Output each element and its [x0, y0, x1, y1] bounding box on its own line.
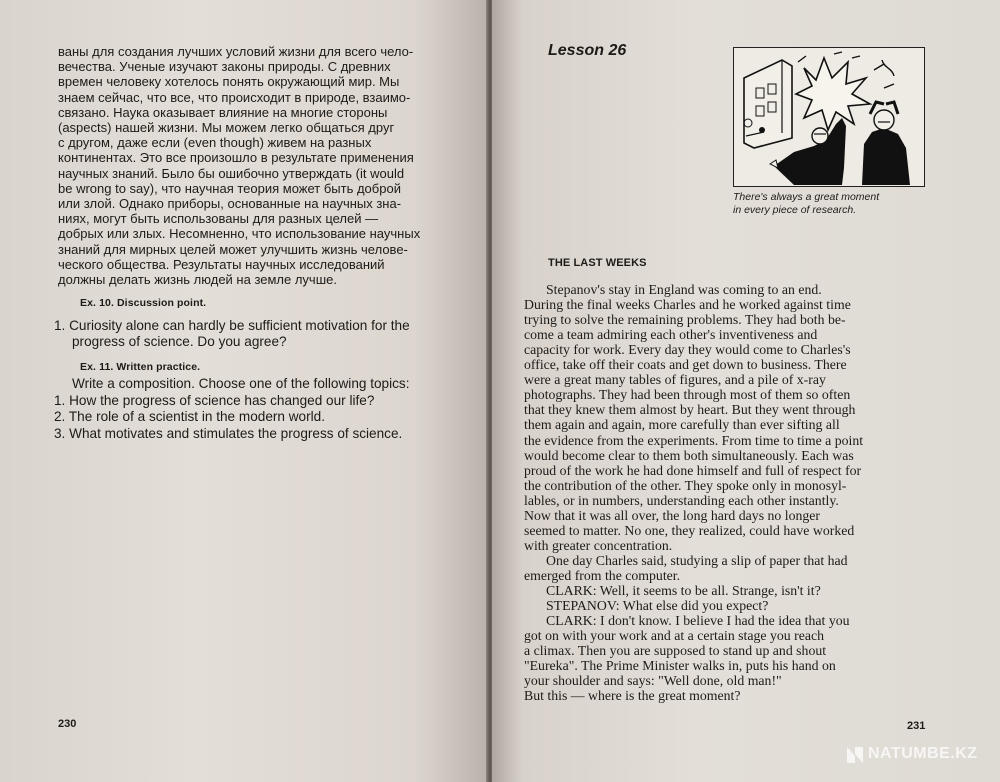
- text-line: континентах. Это все произошло в результате применения: [58, 150, 414, 166]
- text-line: научных знаний. Было бы ошибочно утверждать (it would: [58, 165, 405, 181]
- story-line: them again and again, more carefully than ever sifting all: [524, 417, 840, 433]
- text-line: с другом, даже если (even though) живем на разных: [58, 135, 372, 151]
- caption-line-1: There's always a great moment: [733, 191, 880, 203]
- story-line: a climax. Then you are supposed to stand up and shout: [524, 643, 827, 659]
- section-heading: THE LAST WEEKS: [548, 257, 647, 269]
- story-line: trying to solve the remaining problems. They had both be-: [524, 312, 846, 328]
- story-line: with greater concentration.: [524, 537, 673, 553]
- watermark: NATUMBE.KZ: [868, 745, 978, 762]
- story-line: office, take off their coats and get down to business. There: [524, 357, 847, 373]
- story-line: But this — where is the great moment?: [524, 688, 741, 704]
- text-line: ниях, могут быть использованы для разных целей —: [58, 211, 379, 227]
- text-line: (aspects) нашей жизни. Мы можем легко общаться друг: [58, 120, 395, 135]
- text-line: 1. How the progress of science has changed our life?: [54, 392, 375, 408]
- story-line: Stepanov's stay in England was coming to an end.: [546, 282, 822, 297]
- story-line: capacity for work. Every day they would come to Charles's: [524, 342, 851, 358]
- watermark-logo-icon: [846, 746, 864, 764]
- text-line: ческого общества. Результаты научных исследований: [58, 256, 385, 272]
- text-line: вечества. Ученые изучают законы природы. С древних: [58, 59, 391, 75]
- story-line: CLARK: I don't know. I believe I had the idea that you: [546, 613, 850, 629]
- text-line: ваны для создания лучших условий жизни для всего чело-: [58, 44, 414, 59]
- story-line: STEPANOV: What else did you expect?: [546, 598, 769, 614]
- story-line: got on with your work and at a certain stage you reach: [524, 628, 824, 644]
- story-line: come a team admiring each other's inventiveness and: [524, 327, 818, 343]
- text-line: связано. Наука оказывает влияние на многие стороны: [58, 104, 388, 120]
- story-line: the evidence from the experiments. From time to time a point: [524, 432, 864, 448]
- page-number-left: 230: [58, 718, 77, 730]
- story-line: your shoulder and says: "Well done, old man!": [524, 673, 782, 689]
- story-line: During the final weeks Charles and he worked against time: [524, 297, 851, 313]
- text-line: progress of science. Do you agree?: [72, 334, 287, 349]
- story-line: the contribution of the other. They spoke only in monosyl-: [524, 477, 847, 493]
- text-line: должны делать жизнь людей на земле лучше.: [58, 272, 337, 287]
- story-line: photographs. They had been through most of them so often: [524, 387, 851, 403]
- page-number-right: 231: [907, 720, 926, 732]
- ex10-heading: Ex. 10. Discussion point.: [80, 297, 207, 309]
- text-line: или злой. Однако приборы, основанные на научных зна-: [58, 196, 402, 211]
- story-line: "Eureka". The Prime Minister walks in, puts his hand on: [524, 658, 836, 674]
- story-line: that they knew them almost by heart. But they went through: [524, 402, 856, 418]
- text-line: 2. The role of a scientist in the modern world.: [54, 409, 326, 424]
- story-line: Now that it was all over, the long hard days no longer: [524, 507, 821, 523]
- story-line: emerged from the computer.: [524, 567, 681, 583]
- text-line: 1. Curiosity alone can hardly be sufficient motivation for the: [54, 318, 410, 333]
- story-line: proud of the work he had done himself and full of respect for: [524, 462, 862, 478]
- text-line: знаний для мирных целей может улучшить жизнь челове-: [58, 241, 408, 257]
- ex11-heading: Ex. 11. Written practice.: [80, 361, 201, 373]
- text-line: добрых или злых. Несомненно, что использование научных: [58, 226, 421, 242]
- text-line: Write a composition. Choose one of the following topics:: [72, 376, 410, 391]
- story-line: were a great many tables of figures, and a pile of x-ray: [524, 372, 826, 388]
- text-line: знаем сейчас, что все, что происходит в природе, взаимо-: [58, 89, 411, 105]
- story-line: One day Charles said, studying a slip of paper that had: [546, 552, 848, 568]
- caption-line-2: in every piece of research.: [733, 204, 857, 216]
- cartoon-illustration: [733, 47, 925, 187]
- cartoon-scientists-celebrating-icon: [734, 48, 924, 186]
- story-line: CLARK: Well, it seems to be all. Strange, isn't it?: [546, 583, 821, 598]
- text-line: 3. What motivates and stimulates the progress of science.: [54, 425, 403, 441]
- text-line: be wrong to say), что научная теория может быть доброй: [58, 180, 401, 196]
- story-line: would become clear to them both simultaneously. Each was: [524, 447, 854, 463]
- text-line: времен человеку хотелось понять окружающий мир. Мы: [58, 74, 400, 90]
- lesson-title: Lesson 26: [548, 42, 627, 59]
- story-line: lables, or in numbers, understanding each other instantly.: [524, 492, 839, 508]
- story-line: seemed to matter. No one, they realized, could have worked: [524, 522, 855, 538]
